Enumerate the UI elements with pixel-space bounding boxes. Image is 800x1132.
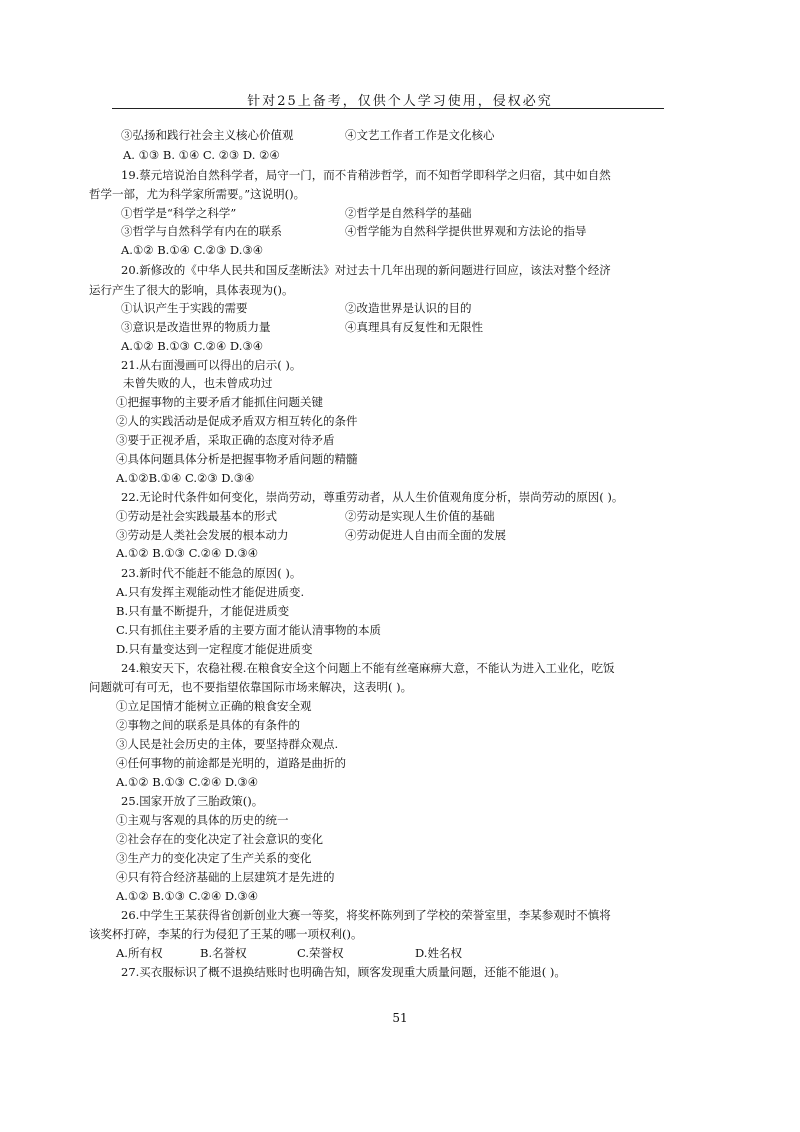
option-line: ①主观与客观的具体的历史的统一 (116, 813, 289, 827)
question-21: 21.从右面漫画可以得出的启示( )。 (121, 358, 302, 372)
option-line: ②哲学是自然科学的基础 (345, 206, 472, 220)
option-line: ③要于正视矛盾，采取正确的态度对待矛盾 (116, 433, 335, 447)
question-24: 24.粮安天下，农稳社稷.在粮食安全这个问题上不能有丝毫麻痹大意，不能认为进入工业化，吃饭 (121, 661, 615, 675)
answer-option-a: A.所有权 (116, 946, 163, 960)
answer-choices: A.①② B.①④ C.②③ D.③④ (121, 243, 264, 257)
option-line: ④哲学能为自然科学提供世界观和方法论的指导 (345, 224, 587, 238)
option-line: ②事物之间的联系是具体的有条件的 (116, 718, 300, 732)
option-line: ③意识是改造世界的物质力量 (121, 320, 271, 334)
answer-choices: A.①② B.①③ C.②④ D.③④ (116, 775, 259, 789)
question-19: 19.蔡元培说治自然科学者，局守一门，而不肯稍涉哲学，而不知哲学即科学之归宿，其中如自然 (121, 168, 611, 182)
option-line: ②劳动是实现人生价值的基础 (345, 509, 495, 523)
answer-choices: A. ①③ B. ①④ C. ②③ D. ②④ (123, 148, 280, 162)
option-line: ②人的实践活动是促成矛盾双方相互转化的条件 (116, 414, 358, 428)
page-header: 针对25上备考，仅供个人学习使用，侵权必究 (247, 94, 553, 109)
question-text: 运行产生了很大的影响，具体表现为()。 (89, 283, 294, 297)
option-line: ①把握事物的主要矛盾才能抓住问题关键 (116, 395, 323, 409)
question-26: 26.中学生王某获得省创新创业大赛一等奖，将奖杯陈列到了学校的荣誉室里，李某参观时不慎将 (121, 908, 611, 922)
option-line: ③人民是社会历史的主体，要坚持群众观点. (116, 737, 339, 751)
option-line: D.只有量变达到一定程度才能促进质变 (116, 642, 313, 656)
option-line: C.只有抓住主要矛盾的主要方面才能认清事物的本质 (116, 623, 382, 637)
page-number: 51 (392, 1011, 408, 1025)
question-text: 哲学一部，尤为科学家所需要。”这说明()。 (89, 187, 306, 201)
answer-option-c: C.荣誉权 (297, 946, 344, 960)
question-text: 该奖杯打碎，李某的行为侵犯了王某的哪一项权利()。 (89, 927, 363, 941)
option-line: ④劳动促进人自由而全面的发展 (345, 528, 506, 542)
option-line: ①哲学是“科学之科学” (121, 206, 237, 220)
question-text: 问题就可有可无，也不要指望依靠国际市场来解决，这表明( )。 (89, 680, 413, 694)
question-22: 22.无论时代条件如何变化，崇尚劳动，尊重劳动者，从人生价值观角度分析，崇尚劳动的原因( )。 (121, 490, 624, 504)
header-rule (112, 108, 664, 109)
question-25: 25.国家开放了三胎政策()。 (121, 794, 264, 808)
option-line: ③生产力的变化决定了生产关系的变化 (116, 851, 312, 865)
option-line: A.只有发挥主观能动性才能促进质变. (116, 585, 305, 599)
question-23: 23.新时代不能赶不能急的原因( )。 (121, 566, 302, 580)
answer-choices: A.①② B.①③ C.②④ D.③④ (116, 889, 259, 903)
option-line: ②改造世界是认识的目的 (345, 301, 472, 315)
option-line: ④具体问题具体分析是把握事物矛盾问题的精髓 (116, 452, 358, 466)
option-line: ③哲学与自然科学有内在的联系 (121, 224, 282, 238)
option-line: B.只有量不断提升，才能促进质变 (116, 604, 290, 618)
question-27: 27.买衣服标识了概不退换结账时也明确告知，顾客发现重大质量问题，还能不能退( )。 (121, 965, 566, 979)
option-line: ④只有符合经济基础的上层建筑才是先进的 (116, 870, 335, 884)
option-line: ③弘扬和践行社会主义核心价值观 (121, 128, 294, 142)
cartoon-caption: 未曾失败的人，也未曾成功过 (123, 376, 273, 390)
option-line: ④文艺工作者工作是文化核心 (345, 128, 495, 142)
option-line: ④任何事物的前途都是光明的，道路是曲折的 (116, 756, 346, 770)
option-line: ②社会存在的变化决定了社会意识的变化 (116, 832, 323, 846)
option-line: ④真理具有反复性和无限性 (345, 320, 483, 334)
question-20: 20.新修改的《中华人民共和国反垄断法》对过去十几年出现的新问题进行回应，该法对整个经济 (121, 263, 611, 277)
option-line: ③劳动是人类社会发展的根本动力 (116, 528, 289, 542)
option-line: ①立足国情才能树立正确的粮食安全观 (116, 699, 312, 713)
answer-option-b: B.名誉权 (200, 946, 247, 960)
answer-choices: A.①② B.①③ C.②④ D.③④ (116, 546, 259, 560)
answer-choices: A.①②B.①④ C.②③ D.③④ (116, 471, 255, 485)
answer-option-d: D.姓名权 (415, 946, 462, 960)
answer-choices: A.①② B.①③ C.②④ D.③④ (121, 339, 264, 353)
option-line: ①认识产生于实践的需要 (121, 301, 248, 315)
option-line: ①劳动是社会实践最基本的形式 (116, 509, 277, 523)
